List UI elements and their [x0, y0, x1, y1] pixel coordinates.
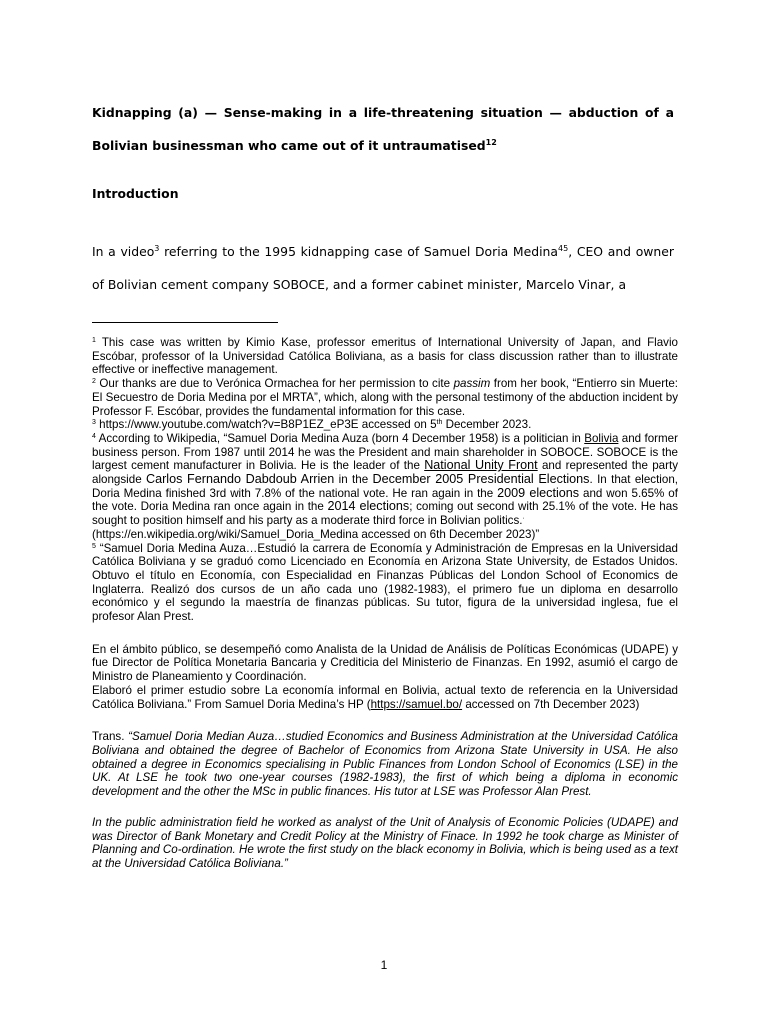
intro-text-3: , CEO and owner of Bolivian cement company SOBOCE, and a former cabinet minister, Marcelo Vinar, a [92, 244, 674, 292]
footnote-4 [92, 432, 678, 542]
case-title-text: Kidnapping (a) — Sense-making in a life-threatening situation — abduction of a Bolivian businessman who came out of it untraumatised [92, 105, 674, 153]
link-2009-elections[interactable]: 2009 elections [497, 485, 580, 500]
footnote-text: from her book, “Entierro sin Muerte: El Secuestro de Doria Medina por el MRTA”, which, along with the personal testimony of the abduction incident by Professor F. Escóbar, provides the fundamental information for this case. [92, 377, 678, 418]
footnote-number: 3 [92, 419, 96, 427]
footnote-text: . In that election, Doria Medina finished 3rd with 7.8% of the national vote. He ran again in the [92, 473, 678, 500]
footnotes [92, 336, 678, 871]
footnote-text: Elaboró el primer estudio sobre La economía informal en Bolivia, actual texto de referencia en la Universidad Católica Boliviana.” From Samuel Doria Medina’s HP ( [92, 683, 678, 711]
translation-paragraph-1 [92, 730, 678, 799]
link-bolivia[interactable]: Bolivia [584, 431, 619, 445]
footnote-ref-1-2[interactable]: 12 [485, 137, 497, 147]
footnote-text: Our thanks are due to Verónica Ormachea for her permission to cite [99, 377, 454, 391]
footnote-text: accessed on 7th December 2023) [462, 697, 640, 711]
section-heading-introduction: Introduction [92, 186, 179, 201]
footnote-2 [92, 377, 678, 418]
link-samuel-bo[interactable]: https://samuel.bo/ [370, 697, 463, 711]
footnote-5-paragraph-3 [92, 684, 678, 711]
page-number: 1 [380, 958, 388, 972]
footnote-5-paragraph-2: En el ámbito público, se desempeñó como Analista de la Unidad de Análisis de Políticas Económicas (UDAPE) y fue Director de Política Monetaria Bancaria y Crediticia del Ministerio de Finanzas. En 1992, asumió el cargo de Ministro de Planeamiento y Coordinación. [92, 642, 678, 684]
case-title [92, 96, 674, 162]
footnote-ref-3[interactable]: 3 [154, 243, 160, 253]
footnote-number: 5 [92, 542, 96, 550]
link-december-2005-elections[interactable]: December 2005 Presidential Elections [372, 472, 590, 487]
footnote-text: “Samuel Doria Medina Auza…Estudió la carrera de Economía y Administración de Empresas en la Universidad Católica Boliviana y se graduó como Licenciado en Economía en Arizona State University, de Estados Unidos. Obtuvo el título en Economía, con Especialidad en Finanzas Públicas del London School of Economics de Inglaterra. Realizó dos cursos de un año cada uno (1982-1983), el primero fue un diploma en desarrollo económico y el segundo la maestría de finanzas públicas. Su tutor, figura de la universidad inglesa, fue el profesor Alan Prest. [92, 541, 678, 624]
intro-text-2: referring to the 1995 kidnapping case of Samuel Doria Medina [159, 244, 559, 259]
translation-text: “Samuel Doria Median Auza…studied Economics and Business Administration at the Universidad Católica Boliviana and obtained the degree of Bachelor of Economics from Arizona State University in USA. He also obtained a degree in Economics specialising in Public Finances from London School of Economics (LSE) in the UK. At LSE he took two one-year courses (1982-1983), the first of which being a diploma in economic development and the other the MSc in public finances. His tutor at LSE was Professor Alan Prest. [92, 730, 678, 799]
footnote-text: in the [334, 473, 373, 487]
footnote-3 [92, 418, 678, 432]
translation-label: Trans. [92, 730, 129, 744]
footnote-emphasis: passim [453, 377, 491, 391]
footnote-separator [92, 322, 278, 323]
footnote-text: This case was written by Kimio Kase, professor emeritus of International University of Japan, and Flavio Escóbar, professor of la Universidad Católica Boliviana, as a basis for class discussion rather than to illustrate effective or ineffective management. [92, 336, 678, 377]
footnote-5 [92, 542, 678, 624]
footnote-mark: · [522, 515, 525, 523]
link-2014-elections[interactable]: 2014 elections [327, 499, 410, 514]
link-national-unity-front[interactable]: National Unity Front [424, 458, 538, 473]
footnote-1 [92, 336, 678, 377]
intro-text-1: In a video [92, 244, 155, 259]
ordinal-suffix: th [436, 419, 443, 427]
footnote-text: ; coming out second with 25.1% of the vote. He has sought to position himself and his party as a moderate third force in Bolivian politics. [92, 500, 678, 528]
wikipedia-source: (https://en.wikipedia.org/wiki/Samuel_Doria_Medina accessed on 6th December 2023)” [92, 527, 540, 541]
footnote-number: 4 [92, 432, 96, 440]
footnote-number: 1 [92, 337, 96, 344]
intro-paragraph [92, 235, 674, 301]
youtube-url: https://www.youtube.com/watch?v=B8P1EZ_eP3E accessed on 5 [99, 418, 437, 432]
footnote-text: and represented the party alongside [92, 459, 679, 487]
footnote-text: December 2023. [442, 418, 532, 432]
footnote-text: and won 5.65% of the vote. Doria Medina ran once again in the [92, 486, 678, 514]
link-carlos-dabdoub[interactable]: Carlos Fernando Dabdoub Arrien [146, 472, 335, 487]
footnote-text: According to Wikipedia, “Samuel Doria Medina Auza (born 4 December 1958) is a politician in [98, 431, 585, 445]
footnote-text: and former business person. From 1987 until 2014 he was the President and main shareholder in SOBOCE. SOBOCE is the largest cement manufacturer in Bolivia. He is the leader of the [92, 431, 678, 473]
footnote-number: 2 [92, 378, 96, 386]
translation-paragraph-2: In the public administration field he worked as analyst of the Unit of Analysis of Economic Policies (UDAPE) and was Director of Bank Monetary and Credit Policy at the Ministry of Finace. In 1992 he took charge as Minister of Planning and Co-ordination. He wrote the first study on the black economy in Bolivia, which is being used as a text at the Universidad Católica Boliviana.” [92, 815, 678, 870]
footnote-ref-4-5[interactable]: 45 [558, 243, 569, 253]
